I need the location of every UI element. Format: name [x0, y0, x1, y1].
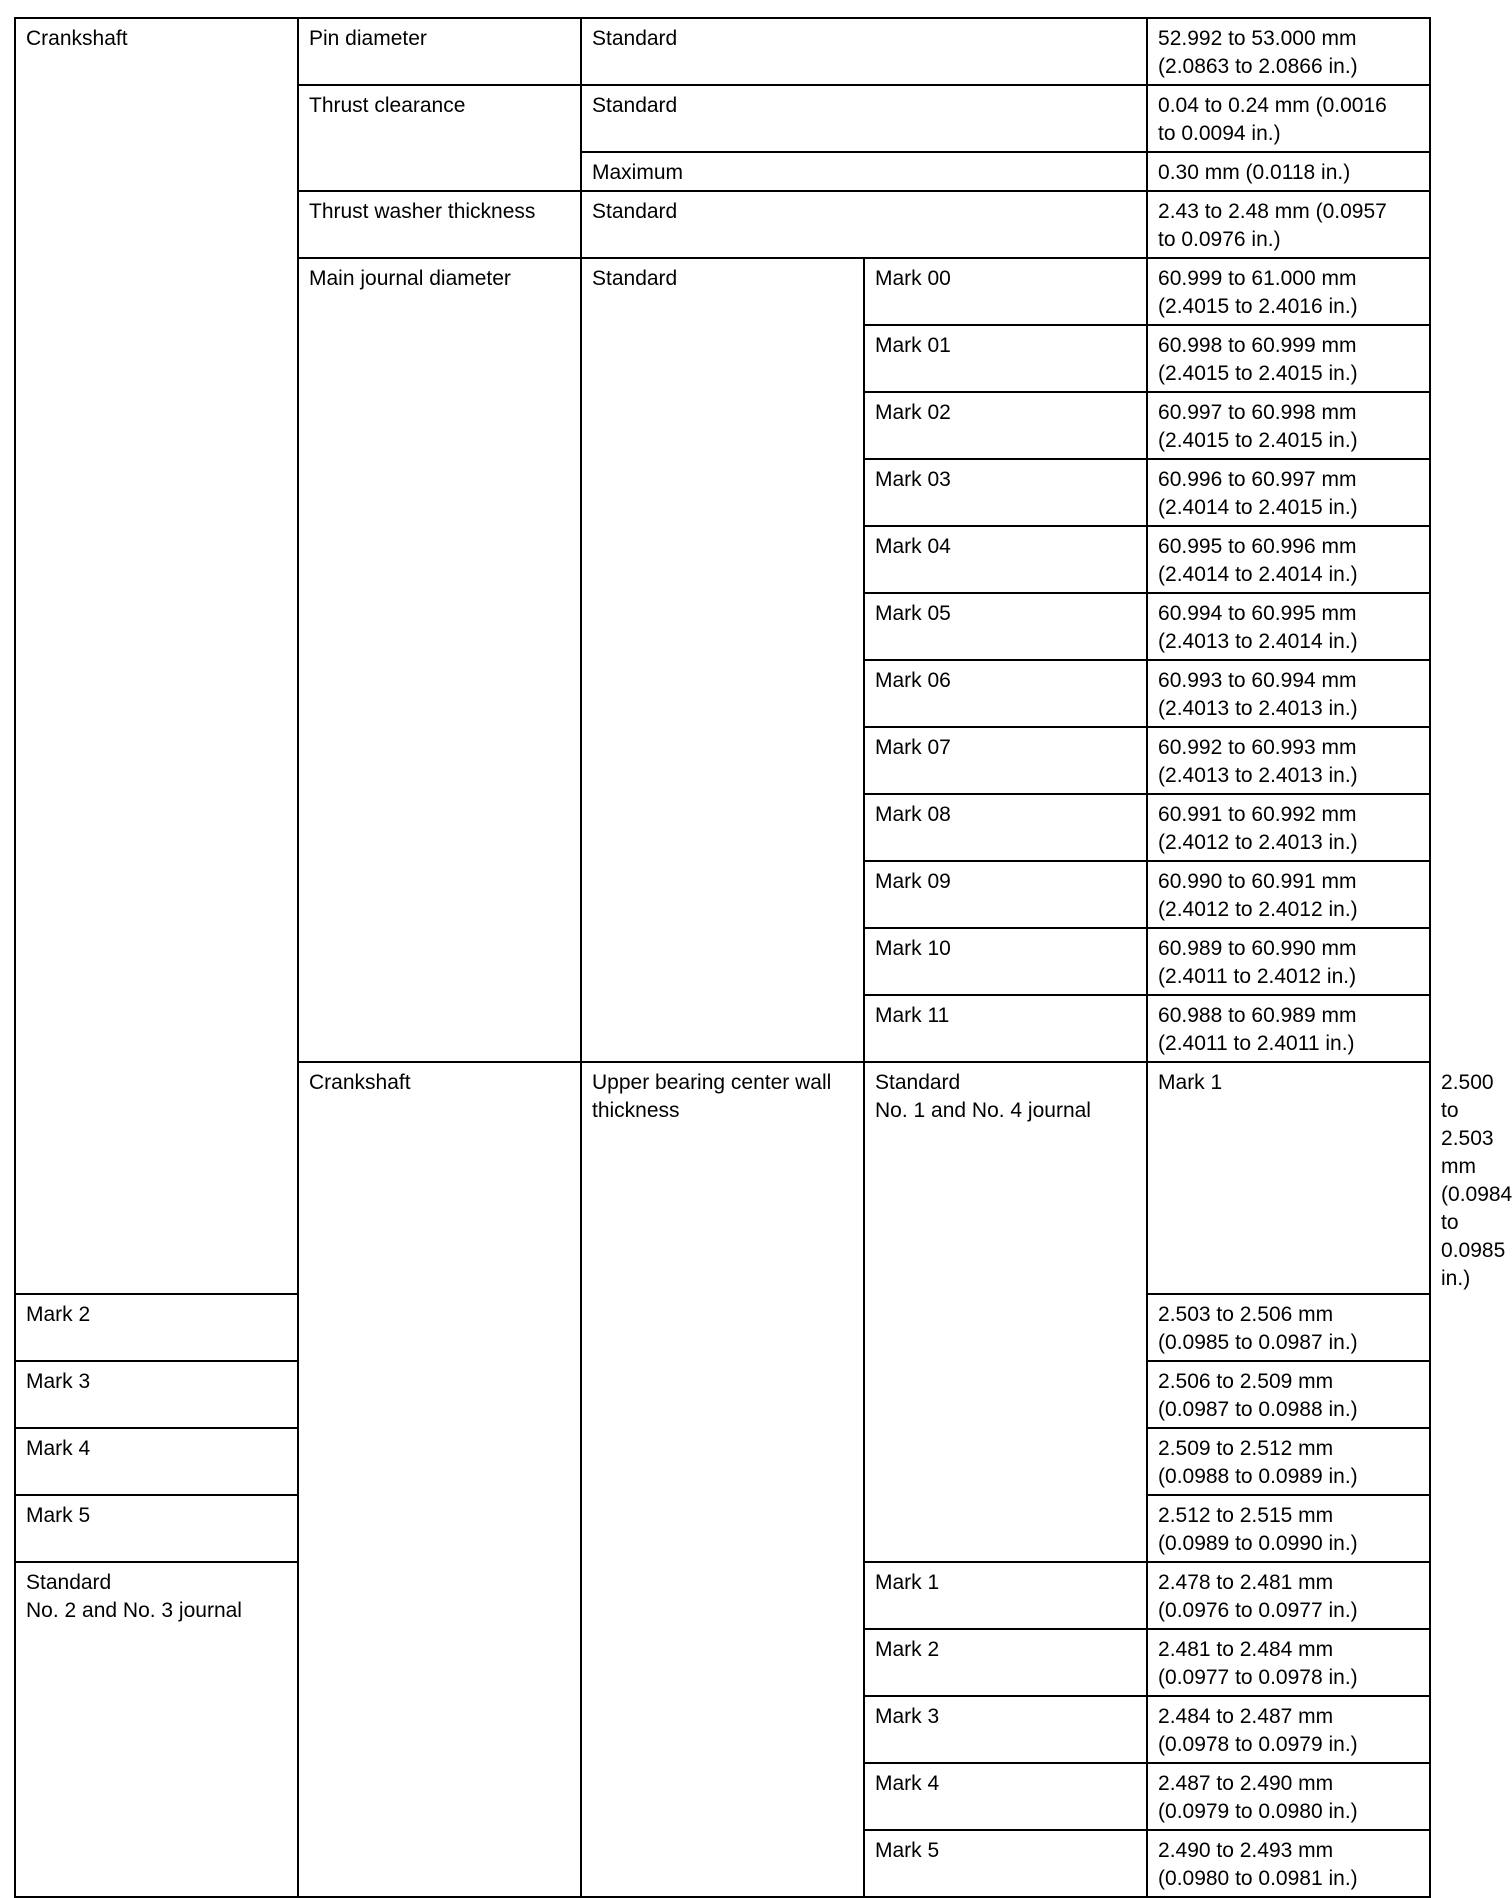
mark-cell: Mark 5: [864, 1830, 1147, 1897]
mark-cell: Mark 2: [15, 1294, 298, 1361]
mark-cell: Mark 11: [864, 995, 1147, 1062]
value-in: (2.4015 to 2.4015 in.): [1158, 362, 1358, 385]
condition-cell: [864, 1062, 1147, 1562]
value-in: (2.4014 to 2.4014 in.): [1158, 563, 1358, 586]
value-in: (2.4013 to 2.4013 in.): [1158, 764, 1358, 787]
value-cell: 0.30 mm (0.0118 in.): [1147, 152, 1430, 191]
condition-cell: Standard: [581, 85, 1147, 152]
value-mm: 2.509 to 2.512 mm: [1158, 1437, 1334, 1460]
value-mm: 60.999 to 61.000 mm: [1158, 267, 1357, 290]
value-mm: 2.512 to 2.515 mm: [1158, 1504, 1334, 1527]
value-cell: [1147, 1830, 1430, 1897]
value-in: (2.4011 to 2.4012 in.): [1158, 965, 1357, 988]
item-cell: Thrust washer thickness: [298, 191, 581, 258]
value-mm: 60.998 to 60.999 mm: [1158, 334, 1357, 357]
value-in: (0.0976 to 0.0977 in.): [1158, 1599, 1358, 1622]
mark-cell: Mark 3: [864, 1696, 1147, 1763]
value-mm: 60.992 to 60.993 mm: [1158, 736, 1357, 759]
value-cell: [1147, 1696, 1430, 1763]
value-in: (0.0987 to 0.0988 in.): [1158, 1398, 1358, 1421]
value-cell: [1147, 191, 1430, 258]
condition-line: Standard: [875, 1071, 961, 1094]
value-in: (2.4013 to 2.4013 in.): [1158, 697, 1358, 720]
item-cell: Upper bearing center wall thickness: [581, 1062, 864, 1897]
value-cell: [1147, 1361, 1430, 1428]
mark-cell: Mark 4: [15, 1428, 298, 1495]
mark-cell: Mark 00: [864, 258, 1147, 325]
value-mm: 2.506 to 2.509 mm: [1158, 1370, 1334, 1393]
value-in: (0.0985 to 0.0987 in.): [1158, 1331, 1358, 1354]
value-mm: 60.995 to 60.996 mm: [1158, 535, 1357, 558]
table-row: Crankshaft Upper bearing center wall thickness Standard No. 1 and No. 4 journal Mark 1 2.500 to 2.503 mm (0.0984 to 0.0985 in.): [15, 1062, 1430, 1294]
value-mm: 60.990 to 60.991 mm: [1158, 870, 1357, 893]
value-in: (2.4012 to 2.4012 in.): [1158, 898, 1358, 921]
value-cell: [1147, 1629, 1430, 1696]
value-mm: 2.503 to 2.506 mm: [1158, 1303, 1334, 1326]
value-in: (0.0989 to 0.0990 in.): [1158, 1532, 1358, 1555]
mark-cell: Mark 4: [864, 1763, 1147, 1830]
value-in: (2.4015 to 2.4015 in.): [1158, 429, 1358, 452]
value-in: (2.4015 to 2.4016 in.): [1158, 295, 1358, 318]
value-mm: 2.481 to 2.484 mm: [1158, 1638, 1334, 1661]
value-mm: 60.993 to 60.994 mm: [1158, 669, 1357, 692]
value-in: (0.0978 to 0.0979 in.): [1158, 1733, 1358, 1756]
item-cell: Pin diameter: [298, 18, 581, 85]
condition-cell: [15, 1562, 298, 1897]
value-mm: 60.989 to 60.990 mm: [1158, 937, 1357, 960]
value-in: (0.0979 to 0.0980 in.): [1158, 1800, 1358, 1823]
condition-cell: Standard: [581, 18, 1147, 85]
condition-cell: Standard: [581, 191, 1147, 258]
value-mm: 2.487 to 2.490 mm: [1158, 1772, 1334, 1795]
value-cell: [1147, 660, 1430, 727]
mark-cell: Mark 06: [864, 660, 1147, 727]
item-cell: Thrust clearance: [298, 85, 581, 191]
value-mm: 60.994 to 60.995 mm: [1158, 602, 1357, 625]
value-cell: [1147, 1763, 1430, 1830]
mark-cell: Mark 09: [864, 861, 1147, 928]
value-in: (2.0863 to 2.0866 in.): [1158, 55, 1358, 78]
value-cell: [1147, 459, 1430, 526]
value-cell: [1147, 1428, 1430, 1495]
condition-line: No. 1 and No. 4 journal: [875, 1099, 1091, 1122]
value-mm: 52.992 to 53.000 mm: [1158, 27, 1357, 50]
mark-cell: Mark 2: [864, 1629, 1147, 1696]
mark-cell: Mark 02: [864, 392, 1147, 459]
mark-cell: Mark 10: [864, 928, 1147, 995]
condition-line: Standard: [26, 1571, 112, 1594]
condition-cell: Standard: [581, 258, 864, 1062]
value-cell: [1147, 928, 1430, 995]
value-line: 0.04 to 0.24 mm (0.0016: [1158, 94, 1387, 117]
component-cell: Crankshaft: [15, 18, 298, 1294]
value-cell: [1147, 727, 1430, 794]
value-cell: [1147, 526, 1430, 593]
value-mm: 60.997 to 60.998 mm: [1158, 401, 1357, 424]
value-cell: [1147, 1294, 1430, 1361]
mark-cell: Mark 5: [15, 1495, 298, 1562]
value-in: (2.4011 to 2.4011 in.): [1158, 1032, 1355, 1055]
value-cell: [1147, 995, 1430, 1062]
value-mm: 60.988 to 60.989 mm: [1158, 1004, 1357, 1027]
value-mm: 2.478 to 2.481 mm: [1158, 1571, 1334, 1594]
value-cell: [1147, 1495, 1430, 1562]
value-in: (2.4014 to 2.4015 in.): [1158, 496, 1358, 519]
value-cell: [1147, 18, 1430, 85]
item-cell: Main journal diameter: [298, 258, 581, 1062]
mark-cell: Mark 1: [1147, 1062, 1430, 1294]
value-line: 2.43 to 2.48 mm (0.0957: [1158, 200, 1387, 223]
component-cell: Crankshaft: [298, 1062, 581, 1897]
mark-cell: Mark 08: [864, 794, 1147, 861]
value-cell: [1147, 258, 1430, 325]
mark-cell: Mark 1: [864, 1562, 1147, 1629]
value-mm: 60.991 to 60.992 mm: [1158, 803, 1357, 826]
condition-line: No. 2 and No. 3 journal: [26, 1599, 242, 1622]
value-cell: [1147, 1562, 1430, 1629]
mark-cell: Mark 05: [864, 593, 1147, 660]
mark-cell: Mark 3: [15, 1361, 298, 1428]
value-cell: [1147, 861, 1430, 928]
value-mm: 2.484 to 2.487 mm: [1158, 1705, 1334, 1728]
value-in: (2.4012 to 2.4013 in.): [1158, 831, 1358, 854]
value-in: (0.0988 to 0.0989 in.): [1158, 1465, 1358, 1488]
mark-cell: Mark 04: [864, 526, 1147, 593]
value-mm: 60.996 to 60.997 mm: [1158, 468, 1357, 491]
value-cell: [1147, 85, 1430, 152]
value-in: (2.4013 to 2.4014 in.): [1158, 630, 1358, 653]
mark-cell: Mark 03: [864, 459, 1147, 526]
value-in: (0.0980 to 0.0981 in.): [1158, 1867, 1358, 1890]
value-cell: [1147, 794, 1430, 861]
value-mm: 2.490 to 2.493 mm: [1158, 1839, 1334, 1862]
value-in: (0.0977 to 0.0978 in.): [1158, 1666, 1358, 1689]
value-cell: [1147, 593, 1430, 660]
value-line: to 0.0976 in.): [1158, 228, 1281, 251]
value-cell: [1147, 325, 1430, 392]
mark-cell: Mark 01: [864, 325, 1147, 392]
condition-cell: Maximum: [581, 152, 1147, 191]
value-line: to 0.0094 in.): [1158, 122, 1281, 145]
value-cell: [1147, 392, 1430, 459]
mark-cell: Mark 07: [864, 727, 1147, 794]
specification-table: [14, 17, 1512, 1898]
table-row: [15, 18, 1430, 85]
